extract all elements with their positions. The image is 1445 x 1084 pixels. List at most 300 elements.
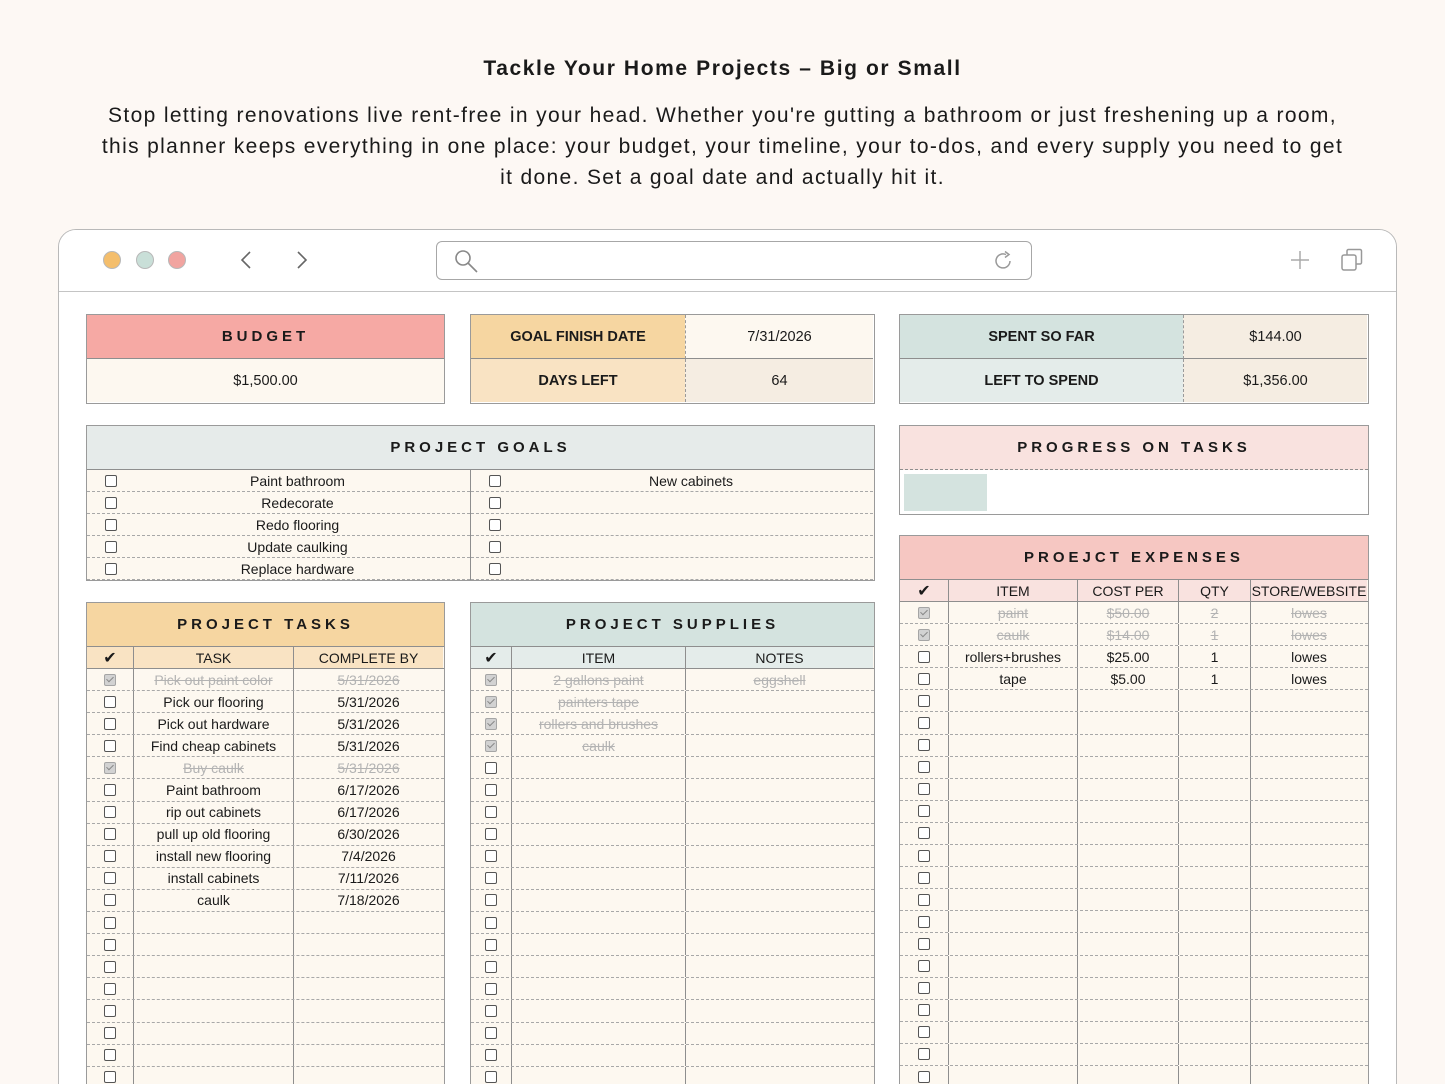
expense-row-checkbox[interactable] (918, 673, 930, 685)
expense-cost-cell[interactable]: $14.00 (1077, 624, 1178, 645)
expense-row-checkbox[interactable] (918, 783, 930, 795)
supply-notes-cell[interactable] (685, 890, 873, 911)
address-input[interactable] (487, 247, 967, 273)
supply-column-header: ITEM (511, 647, 685, 668)
expense-check-cell (900, 602, 948, 623)
expense-item-cell[interactable] (948, 757, 1077, 778)
expense-qty-cell[interactable] (1178, 757, 1250, 778)
task-date-cell[interactable]: 5/31/2026 (293, 757, 443, 778)
expense-qty-cell[interactable] (1178, 889, 1250, 910)
expense-store-cell[interactable] (1250, 735, 1367, 756)
supply-column-header-row (471, 647, 874, 669)
goal-row (471, 492, 873, 514)
task-row-checkbox[interactable] (104, 740, 116, 752)
expense-qty-cell[interactable] (1178, 1066, 1250, 1084)
goal-label[interactable]: Paint bathroom (250, 472, 345, 489)
expense-store-cell[interactable] (1250, 757, 1367, 778)
task-row-checkbox[interactable] (104, 762, 116, 774)
supply-notes-cell[interactable] (685, 868, 873, 889)
task-date-cell[interactable]: 6/17/2026 (293, 802, 443, 823)
goal-label[interactable] (509, 514, 873, 535)
task-date-cell[interactable]: 5/31/2026 (293, 669, 443, 690)
task-date-cell[interactable]: 7/11/2026 (293, 868, 443, 889)
expense-store-cell[interactable] (1250, 911, 1367, 932)
expense-store-cell[interactable] (1250, 1000, 1367, 1021)
expense-row-checkbox[interactable] (918, 850, 930, 862)
supply-row-checkbox[interactable] (485, 696, 497, 708)
supply-check-cell (471, 1023, 511, 1044)
task-date-cell[interactable]: 7/4/2026 (293, 846, 443, 867)
expense-cost-cell[interactable] (1077, 712, 1178, 733)
task-row-checkbox[interactable] (104, 696, 116, 708)
task-date-cell[interactable] (293, 1045, 443, 1066)
task-row-checkbox[interactable] (104, 806, 116, 818)
expense-row-checkbox[interactable] (918, 1071, 930, 1083)
expense-qty-cell[interactable] (1178, 978, 1250, 999)
expense-column-header-row (900, 580, 1368, 602)
supply-row-checkbox[interactable] (485, 674, 497, 686)
supply-item-cell[interactable] (511, 890, 685, 911)
supply-row-checkbox[interactable] (485, 828, 497, 840)
task-date-cell[interactable]: 5/31/2026 (293, 691, 443, 712)
supply-row-checkbox[interactable] (485, 784, 497, 796)
supply-row-checkbox[interactable] (485, 718, 497, 730)
supply-row (471, 1023, 874, 1045)
expense-store-cell[interactable]: lowes (1250, 624, 1367, 645)
days-left-value: 64 (685, 359, 873, 402)
supply-item-cell[interactable] (511, 956, 685, 977)
supply-row-checkbox[interactable] (485, 850, 497, 862)
goal-label[interactable] (509, 536, 873, 557)
task-task-cell[interactable]: Buy caulk (133, 757, 293, 778)
goal-label[interactable]: Redecorate (261, 494, 334, 511)
expense-qty-cell[interactable] (1178, 933, 1250, 954)
expense-store-cell[interactable] (1250, 956, 1367, 977)
expense-store-cell[interactable]: lowes (1250, 668, 1367, 689)
task-check-cell (87, 890, 133, 911)
supply-notes-cell[interactable] (685, 846, 873, 867)
task-date-cell[interactable] (293, 1023, 443, 1044)
expense-store-cell[interactable]: lowes (1250, 646, 1367, 667)
reload-icon[interactable] (992, 250, 1014, 272)
goal-checkbox[interactable] (105, 519, 117, 531)
supply-item-cell[interactable] (511, 1000, 685, 1021)
expense-cost-cell[interactable] (1077, 845, 1178, 866)
expense-qty-cell[interactable] (1178, 735, 1250, 756)
supply-item-cell[interactable] (511, 846, 685, 867)
expense-column-header: STORE/WEBSITE (1250, 580, 1367, 601)
expense-qty-cell[interactable]: 1 (1178, 624, 1250, 645)
forward-arrow-icon[interactable] (289, 248, 313, 272)
supply-item-cell[interactable] (511, 978, 685, 999)
expense-row-checkbox[interactable] (918, 916, 930, 928)
expense-qty-cell[interactable] (1178, 712, 1250, 733)
expense-store-cell[interactable] (1250, 933, 1367, 954)
supply-row-checkbox[interactable] (485, 806, 497, 818)
budget-value[interactable]: $1,500.00 (87, 359, 444, 402)
task-task-cell[interactable] (133, 1045, 293, 1066)
supply-notes-cell[interactable] (685, 978, 873, 999)
expense-store-cell[interactable] (1250, 779, 1367, 800)
supply-row-checkbox[interactable] (485, 1005, 497, 1017)
days-left-label: DAYS LEFT (471, 359, 685, 402)
task-task-cell[interactable]: rip out cabinets (133, 802, 293, 823)
expense-qty-cell[interactable] (1178, 867, 1250, 888)
supply-notes-cell[interactable] (685, 824, 873, 845)
expense-store-cell[interactable] (1250, 801, 1367, 822)
goal-finish-date-value[interactable]: 7/31/2026 (685, 315, 873, 359)
expense-store-cell[interactable]: lowes (1250, 602, 1367, 623)
expense-store-cell[interactable] (1250, 712, 1367, 733)
expense-row-checkbox[interactable] (918, 872, 930, 884)
expense-row-checkbox[interactable] (918, 938, 930, 950)
address-bar[interactable] (436, 241, 1032, 280)
expense-qty-cell[interactable] (1178, 823, 1250, 844)
task-row-checkbox[interactable] (104, 1049, 116, 1061)
supply-row-checkbox[interactable] (485, 894, 497, 906)
expense-store-cell[interactable] (1250, 1022, 1367, 1043)
back-arrow-icon[interactable] (235, 248, 259, 272)
supply-notes-cell[interactable] (685, 1000, 873, 1021)
expense-item-cell[interactable] (948, 889, 1077, 910)
supply-row-checkbox[interactable] (485, 939, 497, 951)
expense-qty-cell[interactable]: 1 (1178, 646, 1250, 667)
expense-cost-cell[interactable]: $50.00 (1077, 602, 1178, 623)
supply-item-cell[interactable]: rollers and brushes (511, 713, 685, 734)
expense-cost-cell[interactable]: $25.00 (1077, 646, 1178, 667)
supply-row-checkbox[interactable] (485, 1071, 497, 1083)
expense-qty-cell[interactable]: 2 (1178, 602, 1250, 623)
supply-row-checkbox[interactable] (485, 762, 497, 774)
goal-label[interactable]: New cabinets (648, 472, 734, 489)
task-date-cell[interactable] (293, 934, 443, 955)
task-date-cell[interactable]: 5/31/2026 (293, 713, 443, 734)
goal-row (471, 558, 873, 580)
goal-row (87, 470, 470, 492)
expense-cost-cell[interactable] (1077, 757, 1178, 778)
expense-row (900, 933, 1368, 955)
expense-cost-cell[interactable] (1077, 801, 1178, 822)
expense-qty-cell[interactable] (1178, 779, 1250, 800)
expense-row-checkbox[interactable] (918, 1048, 930, 1060)
expense-row-checkbox[interactable] (918, 761, 930, 773)
supply-item-cell[interactable] (511, 868, 685, 889)
window-close-dot[interactable] (168, 251, 186, 269)
expense-item-cell[interactable] (948, 690, 1077, 711)
expense-qty-cell[interactable]: 1 (1178, 668, 1250, 689)
supply-notes-cell[interactable] (685, 713, 873, 734)
task-check-column-header: ✔ (87, 647, 133, 668)
supply-item-cell[interactable] (511, 912, 685, 933)
expense-item-cell[interactable] (948, 978, 1077, 999)
supply-item-cell[interactable] (511, 779, 685, 800)
task-row-checkbox[interactable] (104, 1027, 116, 1039)
supply-item-cell[interactable] (511, 802, 685, 823)
expense-item-cell[interactable]: caulk (948, 624, 1077, 645)
supply-notes-cell[interactable] (685, 1067, 873, 1084)
goal-checkbox[interactable] (105, 497, 117, 509)
task-task-cell[interactable] (133, 934, 293, 955)
expense-row-checkbox[interactable] (918, 607, 930, 619)
expense-row-checkbox[interactable] (918, 960, 930, 972)
goal-check-cell (481, 470, 509, 491)
expense-store-cell[interactable] (1250, 978, 1367, 999)
expense-check-cell (900, 911, 948, 932)
expense-row (900, 712, 1368, 734)
expense-item-cell[interactable] (948, 867, 1077, 888)
supply-row-checkbox[interactable] (485, 1027, 497, 1039)
tabs-overview-icon[interactable] (1339, 247, 1365, 273)
expense-item-cell[interactable] (948, 712, 1077, 733)
goal-label[interactable]: Redo flooring (255, 516, 340, 533)
expense-row-checkbox[interactable] (918, 739, 930, 751)
supply-item-cell[interactable] (511, 934, 685, 955)
expense-cost-cell[interactable] (1077, 1066, 1178, 1084)
task-row-checkbox[interactable] (104, 718, 116, 730)
supply-row (471, 713, 874, 735)
expense-cost-cell[interactable] (1077, 1022, 1178, 1043)
expense-qty-cell[interactable] (1178, 1000, 1250, 1021)
task-row-checkbox[interactable] (104, 894, 116, 906)
supply-item-cell[interactable] (511, 757, 685, 778)
task-task-cell[interactable]: install new flooring (133, 846, 293, 867)
task-task-cell[interactable]: Find cheap cabinets (133, 735, 293, 756)
expense-item-cell[interactable] (948, 1066, 1077, 1084)
expense-item-cell[interactable] (948, 933, 1077, 954)
supply-notes-cell[interactable] (685, 735, 873, 756)
goal-checkbox[interactable] (489, 541, 501, 553)
supply-notes-cell[interactable]: eggshell (685, 669, 873, 690)
task-task-cell[interactable]: caulk (133, 890, 293, 911)
expense-qty-cell[interactable] (1178, 911, 1250, 932)
supply-check-cell (471, 802, 511, 823)
expense-item-cell[interactable] (948, 911, 1077, 932)
task-row-checkbox[interactable] (104, 674, 116, 686)
task-row (87, 1000, 444, 1022)
expense-row (900, 602, 1368, 624)
expense-row-checkbox[interactable] (918, 629, 930, 641)
goal-checkbox[interactable] (105, 475, 117, 487)
task-date-cell[interactable]: 5/31/2026 (293, 735, 443, 756)
expense-store-cell[interactable] (1250, 1044, 1367, 1065)
task-check-cell (87, 934, 133, 955)
expense-item-cell[interactable] (948, 1000, 1077, 1021)
expense-item-cell[interactable]: paint (948, 602, 1077, 623)
supply-row-checkbox[interactable] (485, 1049, 497, 1061)
expense-qty-cell[interactable] (1178, 1022, 1250, 1043)
expense-row-checkbox[interactable] (918, 805, 930, 817)
supply-row (471, 824, 874, 846)
task-task-cell[interactable]: Pick our flooring (133, 691, 293, 712)
expense-store-cell[interactable] (1250, 845, 1367, 866)
task-date-cell[interactable]: 6/30/2026 (293, 824, 443, 845)
expense-cost-cell[interactable] (1077, 889, 1178, 910)
expense-row-checkbox[interactable] (918, 651, 930, 663)
new-tab-plus-icon[interactable] (1289, 249, 1311, 271)
supply-notes-cell[interactable] (685, 1045, 873, 1066)
expense-store-cell[interactable] (1250, 889, 1367, 910)
task-row-checkbox[interactable] (104, 983, 116, 995)
expense-check-cell (900, 757, 948, 778)
goal-label[interactable] (509, 558, 873, 579)
expenses-table (900, 580, 1368, 1084)
task-row-checkbox[interactable] (104, 917, 116, 929)
supply-row (471, 978, 874, 1000)
expense-row (900, 911, 1368, 933)
expense-cost-cell[interactable] (1077, 867, 1178, 888)
supply-row-checkbox[interactable] (485, 961, 497, 973)
goal-checkbox[interactable] (105, 541, 117, 553)
expense-check-cell (900, 668, 948, 689)
window-zoom-dot[interactable] (136, 251, 154, 269)
supply-notes-cell[interactable] (685, 934, 873, 955)
expense-cost-cell[interactable] (1077, 735, 1178, 756)
expense-store-cell[interactable] (1250, 823, 1367, 844)
goal-label[interactable]: Update caulking (247, 538, 348, 555)
task-task-cell[interactable] (133, 1067, 293, 1084)
expense-row-checkbox[interactable] (918, 717, 930, 729)
task-task-cell[interactable] (133, 912, 293, 933)
task-task-cell[interactable]: Pick out hardware (133, 713, 293, 734)
expense-cost-cell[interactable] (1077, 1044, 1178, 1065)
expense-qty-cell[interactable] (1178, 845, 1250, 866)
goal-checkbox[interactable] (489, 519, 501, 531)
task-date-cell[interactable] (293, 978, 443, 999)
supply-notes-cell[interactable] (685, 691, 873, 712)
task-date-cell[interactable]: 7/18/2026 (293, 890, 443, 911)
expense-row-checkbox[interactable] (918, 695, 930, 707)
task-date-cell[interactable] (293, 1000, 443, 1021)
expense-row-checkbox[interactable] (918, 982, 930, 994)
expense-row-checkbox[interactable] (918, 1026, 930, 1038)
goal-checkbox[interactable] (489, 475, 501, 487)
expense-cost-cell[interactable] (1077, 933, 1178, 954)
task-date-cell[interactable] (293, 912, 443, 933)
expense-item-cell[interactable] (948, 1044, 1077, 1065)
task-row-checkbox[interactable] (104, 872, 116, 884)
expense-cost-cell[interactable] (1077, 978, 1178, 999)
budget-label: BUDGET (87, 315, 444, 359)
task-date-cell[interactable]: 6/17/2026 (293, 779, 443, 800)
supply-notes-cell[interactable] (685, 1023, 873, 1044)
goal-checkbox[interactable] (489, 497, 501, 509)
goal-checkbox[interactable] (489, 563, 501, 575)
task-row-checkbox[interactable] (104, 1005, 116, 1017)
goal-checkbox[interactable] (105, 563, 117, 575)
task-row (87, 824, 444, 846)
goal-label[interactable] (509, 492, 873, 513)
expense-item-cell[interactable] (948, 956, 1077, 977)
task-check-cell (87, 912, 133, 933)
supply-row-checkbox[interactable] (485, 740, 497, 752)
expense-qty-cell[interactable] (1178, 1044, 1250, 1065)
expense-cost-cell[interactable] (1077, 779, 1178, 800)
task-task-cell[interactable]: pull up old flooring (133, 824, 293, 845)
supply-item-cell[interactable] (511, 1045, 685, 1066)
expense-cost-cell[interactable] (1077, 911, 1178, 932)
expense-cost-cell[interactable]: $5.00 (1077, 668, 1178, 689)
task-task-cell[interactable]: Paint bathroom (133, 779, 293, 800)
supply-check-cell (471, 1045, 511, 1066)
supply-notes-cell[interactable] (685, 779, 873, 800)
expense-check-cell (900, 712, 948, 733)
task-task-cell[interactable] (133, 978, 293, 999)
supply-row-checkbox[interactable] (485, 983, 497, 995)
expense-cost-cell[interactable] (1077, 1000, 1178, 1021)
expense-qty-cell[interactable] (1178, 690, 1250, 711)
expense-store-cell[interactable] (1250, 1066, 1367, 1084)
expense-item-cell[interactable] (948, 735, 1077, 756)
expense-item-cell[interactable] (948, 1022, 1077, 1043)
supply-notes-cell[interactable] (685, 956, 873, 977)
expense-item-cell[interactable] (948, 823, 1077, 844)
supply-notes-cell[interactable] (685, 802, 873, 823)
task-check-cell (87, 735, 133, 756)
goal-row (87, 558, 470, 580)
expense-item-cell[interactable] (948, 779, 1077, 800)
supply-row-checkbox[interactable] (485, 917, 497, 929)
supply-item-cell[interactable] (511, 1023, 685, 1044)
task-date-cell[interactable] (293, 1067, 443, 1084)
supply-item-cell[interactable]: 2 gallons paint (511, 669, 685, 690)
expense-cost-cell[interactable] (1077, 690, 1178, 711)
task-task-cell[interactable] (133, 1000, 293, 1021)
task-row-checkbox[interactable] (104, 939, 116, 951)
task-row-checkbox[interactable] (104, 1071, 116, 1083)
supply-check-cell (471, 890, 511, 911)
task-check-cell (87, 956, 133, 977)
expense-store-cell[interactable] (1250, 867, 1367, 888)
expense-cost-cell[interactable] (1077, 956, 1178, 977)
window-minimize-dot[interactable] (103, 251, 121, 269)
task-row-checkbox[interactable] (104, 850, 116, 862)
expense-item-cell[interactable]: tape (948, 668, 1077, 689)
supply-item-cell[interactable]: painters tape (511, 691, 685, 712)
supply-row-checkbox[interactable] (485, 872, 497, 884)
task-row-checkbox[interactable] (104, 828, 116, 840)
supply-notes-cell[interactable] (685, 912, 873, 933)
expense-store-cell[interactable] (1250, 690, 1367, 711)
task-row-checkbox[interactable] (104, 784, 116, 796)
expense-item-cell[interactable]: rollers+brushes (948, 646, 1077, 667)
task-task-cell[interactable] (133, 956, 293, 977)
supply-item-cell[interactable] (511, 824, 685, 845)
expense-row-checkbox[interactable] (918, 1004, 930, 1016)
expense-row-checkbox[interactable] (918, 894, 930, 906)
browser-toolbar (59, 230, 1396, 292)
task-task-cell[interactable] (133, 1023, 293, 1044)
supply-check-cell (471, 868, 511, 889)
task-task-cell[interactable]: install cabinets (133, 868, 293, 889)
goal-check-cell (481, 558, 509, 579)
supply-item-cell[interactable]: caulk (511, 735, 685, 756)
expense-cost-cell[interactable] (1077, 823, 1178, 844)
goal-label[interactable]: Replace hardware (240, 560, 355, 577)
spending-box (899, 314, 1369, 404)
supply-item-cell[interactable] (511, 1067, 685, 1084)
expense-item-cell[interactable] (948, 845, 1077, 866)
expense-item-cell[interactable] (948, 801, 1077, 822)
supply-notes-cell[interactable] (685, 757, 873, 778)
expense-qty-cell[interactable] (1178, 801, 1250, 822)
supply-row (471, 669, 874, 691)
expense-qty-cell[interactable] (1178, 956, 1250, 977)
expense-row-checkbox[interactable] (918, 827, 930, 839)
task-date-cell[interactable] (293, 956, 443, 977)
task-row-checkbox[interactable] (104, 961, 116, 973)
task-task-cell[interactable]: Pick out paint color (133, 669, 293, 690)
supply-row (471, 1000, 874, 1022)
